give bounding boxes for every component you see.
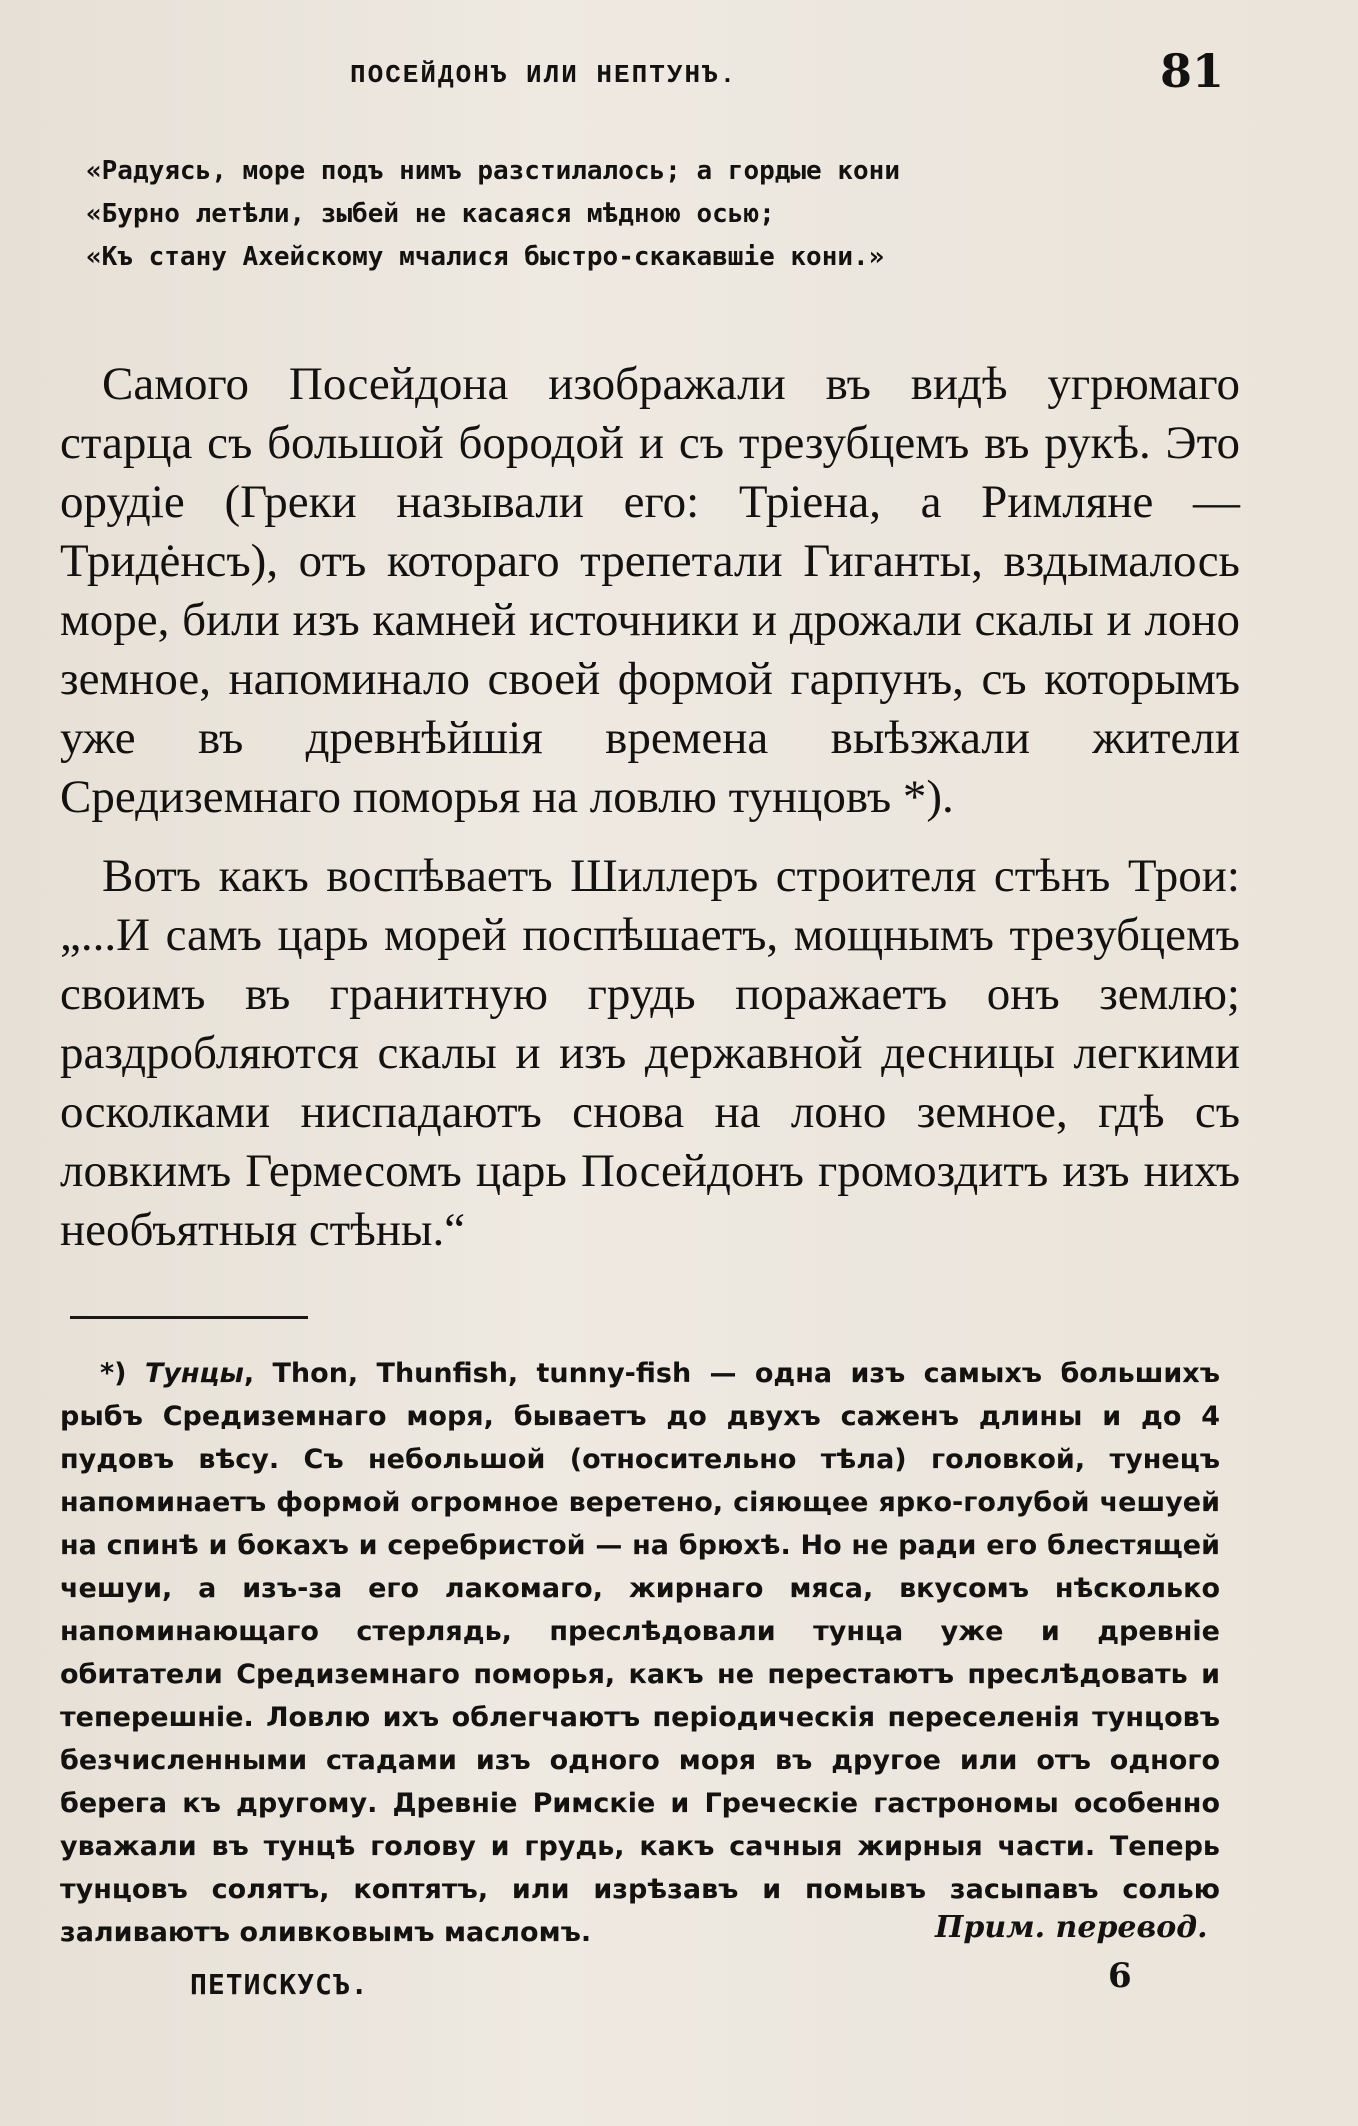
quote-line: «Къ стану Ахейскому мчалися быстро-скакавшіе кони.» (86, 242, 885, 272)
quote-line: «Бурно летѣли, зыбей не касаяся мѣдною осью; (86, 199, 775, 229)
printer-signature-number: 6 (1108, 1956, 1132, 1996)
printer-signature-name: ПЕТИСКУСЪ. (190, 1968, 369, 2001)
footnote-term: Тунцы (144, 1358, 244, 1389)
footnote (60, 1352, 1220, 1954)
page-number: 81 (1160, 44, 1225, 98)
running-head: ПОСЕЙДОНЪ ИЛИ НЕПТУНЪ. (350, 60, 738, 90)
verse-quote (86, 150, 1186, 279)
paragraph: Вотъ какъ воспѣваетъ Шиллеръ строителя стѣнъ Трои: „...И самъ царь морей поспѣшаетъ, мощнымъ трезубцемъ своимъ въ гранитную грудь поражаетъ онъ землю; раздробляются скалы и изъ державной десницы легкими осколками ниспадаютъ снова на лоно земное, гдѣ съ ловкимъ Гермесомъ царь Посейдонъ громоздитъ изъ нихъ необъятныя стѣны.“ (60, 850, 1240, 1256)
footnote-paragraph (60, 1352, 1220, 1954)
translator-note: Прим. перевод. (935, 1910, 1208, 1945)
footnote-separator (70, 1316, 308, 1319)
quote-line: «Радуясь, море подъ нимъ разстилалось; а гордые кони (86, 156, 900, 186)
paragraph: Самого Посейдона изображали въ видѣ угрюмаго старца съ большой бородой и съ трезубцемъ въ рукѣ. Это орудіе (Греки называли его: Тріена, а Римляне — Тридėнсъ), отъ котораго трепетали Гиганты, вздымалось море, били изъ камней источники и дрожали скалы и лоно земное, напоминало своей формой гарпунъ, съ которымъ уже въ древнѣйшія времена выѣзжали жители Средиземнаго поморья на ловлю тунцовъ *). (60, 358, 1240, 823)
footnote-text: , Thon, Thunfish, tunny-fish — одна изъ самыхъ большихъ рыбъ Средиземнаго моря, бываетъ до двухъ саженъ длины и до 4 пудовъ вѣсу. Съ небольшой (относительно тѣла) головкой, тунецъ напоминаетъ формой огромное веретено, сіяющее ярко-голубой чешуей на спинѣ и бокахъ и серебристой — на брюхѣ. Но не ради его блестящей чешуи, а изъ-за его лакомаго, жирнаго мяса, вкусомъ нѣсколько напоминающаго стерлядь, преслѣдовали тунца уже и древніе обитатели Средиземнаго поморья, какъ не перестаютъ преслѣдовать и теперешніе. Ловлю ихъ облегчаютъ періодическія переселенія тунцовъ безчисленными стадами изъ одного моря въ другое или отъ одного берега къ другому. Древніе Римскіе и Греческіе гастрономы особенно уважали въ тунцѣ голову и грудь, какъ сачныя жирныя части. Теперь тунцовъ солятъ, коптятъ, или изрѣзавъ и помывъ засыпавъ солью заливаютъ оливковымъ масломъ. (60, 1358, 1220, 1948)
main-text (60, 355, 1240, 1280)
footnote-marker: *) (100, 1358, 127, 1389)
